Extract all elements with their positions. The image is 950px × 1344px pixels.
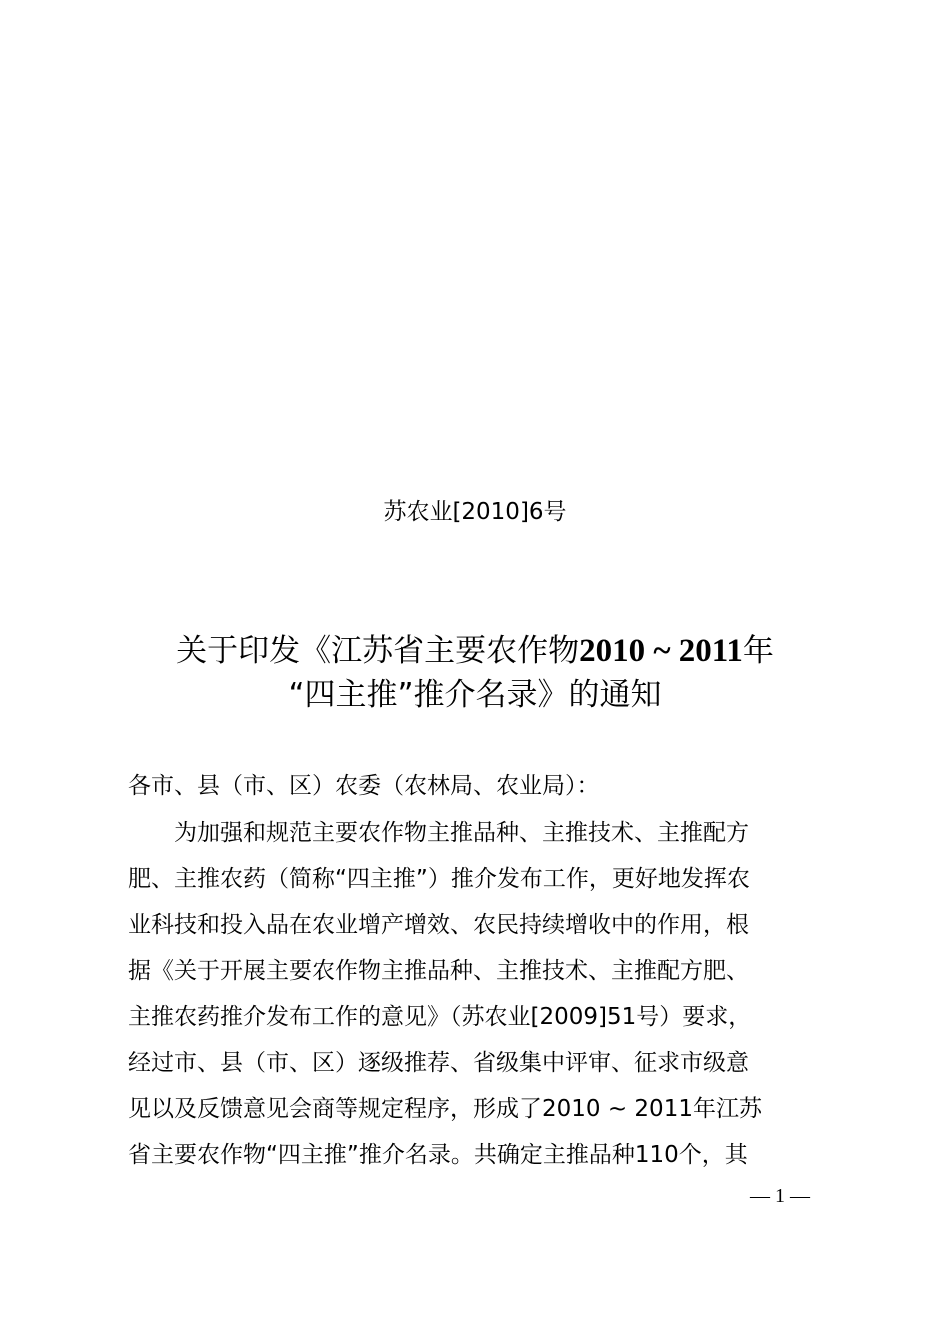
body-line: 省主要农作物“四主推”推介名录。共确定主推品种110个，其: [128, 1142, 748, 1168]
doc-number: 苏农业[2010]6号: [383, 499, 567, 525]
body-line: 经过市、县（市、区）逐级推荐、省级集中评审、征求市级意: [128, 1050, 749, 1076]
title-years: 2010 ~ 2011: [579, 633, 743, 669]
body-line: 肥、主推农药（简称“四主推”）推介发布工作，更好地发挥农: [128, 866, 750, 892]
body-line: 据《关于开展主要农作物主推品种、主推技术、主推配方肥、: [128, 958, 749, 984]
title-line-2: “四主推”推介名录》的通知: [288, 677, 662, 713]
body-line: 见以及反馈意见会商等规定程序，形成了2010 ~ 2011年江苏: [128, 1096, 762, 1122]
body-line: 为加强和规范主要农作物主推品种、主推技术、主推配方: [128, 820, 749, 846]
page-number: — 1 —: [750, 1185, 810, 1207]
salutation: 各市、县（市、区）农委（农林局、农业局）：: [128, 773, 600, 799]
title-line-1-prefix: 关于印发《江苏省主要农作物: [176, 633, 580, 669]
title-line-1-suffix: 年: [742, 633, 774, 669]
body-line: 业科技和投入品在农业增产增效、农民持续增收中的作用，根: [128, 912, 749, 938]
body-line: 主推农药推介发布工作的意见》（苏农业[2009]51号）要求，: [128, 1004, 752, 1030]
title-line-1: [0, 629, 950, 673]
document-title: [0, 629, 950, 717]
